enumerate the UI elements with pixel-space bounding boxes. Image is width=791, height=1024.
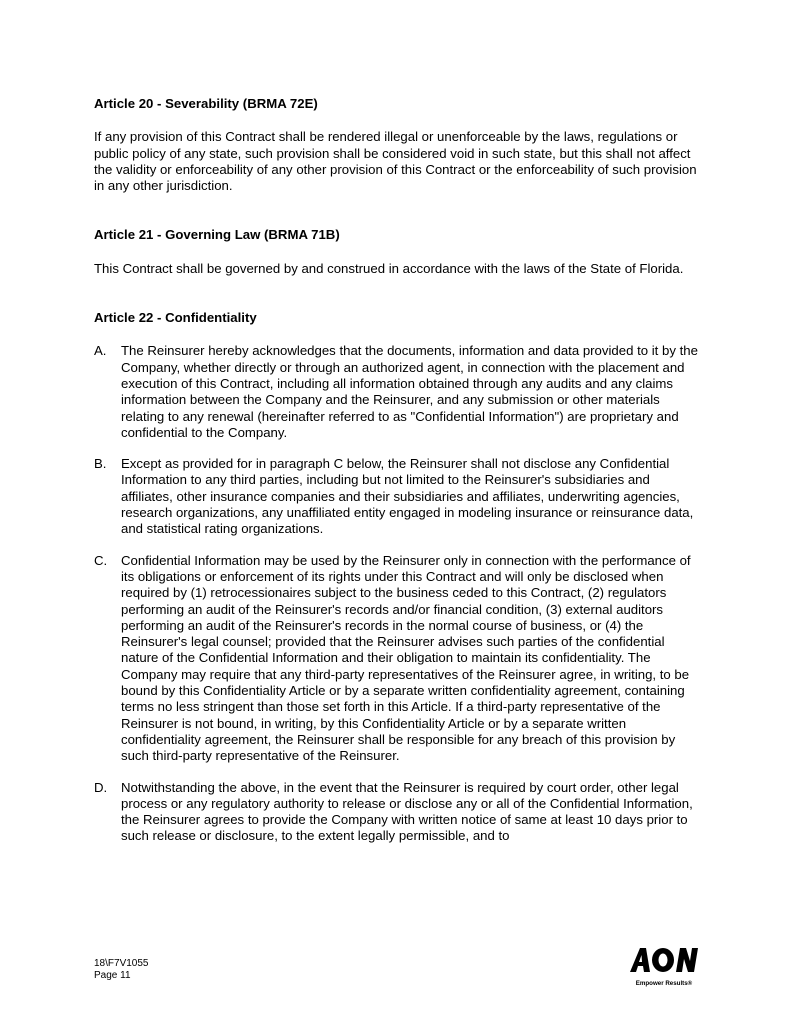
article-20-heading: Article 20 - Severability (BRMA 72E) — [94, 96, 318, 111]
list-item — [94, 780, 702, 845]
list-marker: C. — [94, 552, 108, 568]
aon-tagline: Empower Results® — [635, 980, 693, 987]
list-item — [94, 343, 702, 441]
list-marker: B. — [94, 456, 107, 472]
document-id: 18\F7V1055 — [94, 958, 149, 969]
list-item-text: Except as provided for in paragraph C below, the Reinsurer shall not disclose any Confidential Information to any third parties, including but not limited to the Reinsurer's subsidiaries and affiliates, other insurance companies and their subsidiaries and affiliates, underwriting agencies, research organizations, any unaffiliated entity engaged in modeling insurance or reinsurance data, and statistical rating organizations. — [121, 456, 694, 537]
aon-wordmark — [630, 948, 698, 972]
list-item — [94, 456, 702, 537]
list-item — [94, 553, 702, 765]
list-marker: D. — [94, 779, 108, 795]
page-number: Page 11 — [94, 970, 131, 981]
list-item-text: Confidential Information may be used by the Reinsurer only in connection with the performance of its obligations or enforcement of its rights under this Contract and will only be disclosed when required by (1) retrocessionaires subject to the business ceded to this Contract, (2) regulators performing an audit of the Reinsurer's records and/or financial condition, (3) external auditors performing an audit of the Reinsurer's records in the normal course of business, or (4) the Reinsurer's legal counsel; provided that the Reinsurer advises such parties of the confidential nature of the Confidential Information and their obligation to maintain its confidentiality. The Company may require that any third-party representatives of the Reinsurer agree, in writing, to be bound by this Confidentiality Article or by a separate written confidentiality agreement, containing terms no less stringent than those set forth in this Article. If a third-party representative of the Reinsurer is not bound, in writing, by this Confidentiality Article or by a separate written confidentiality agreement, the Reinsurer shall be responsible for any breach of this provision by such third-party representative of the Reinsurer. — [121, 552, 691, 764]
document-body — [94, 96, 702, 845]
article-21-heading: Article 21 - Governing Law (BRMA 71B) — [94, 227, 340, 243]
list-item-text: Notwithstanding the above, in the event that the Reinsurer is required by court order, other legal process or any regulatory authority to release or disclose any or all of the Confidential Information, the Reinsurer agrees to provide the Company with written notice of same at least 10 days prior to such release or disclosure, to the extent legally permissible, and to — [121, 779, 693, 844]
page-footer — [94, 958, 149, 982]
article-22-heading: Article 22 - Confidentiality — [94, 310, 257, 326]
article-21-body: This Contract shall be governed by and construed in accordance with the laws of the State of Florida. — [94, 260, 684, 276]
aon-logo — [628, 944, 700, 988]
list-item-text: The Reinsurer hereby acknowledges that the documents, information and data provided to it by the Company, whether directly or through an authorized agent, in connection with the placement and execution of this Contract, including all information obtained through any audits and any claims information between the Company and the Reinsurer, and any submission or other materials relating to any renewal (hereinafter referred to as "Confidential Information") are proprietary and confidential to the Company. — [121, 343, 698, 440]
list-marker: A. — [94, 343, 107, 359]
article-20-body: If any provision of this Contract shall be rendered illegal or unenforceable by the laws, regulations or public policy of any state, such provision shall be considered void in such state, but this shall not affect the validity or enforceability of any other provision of this Contract or the enforceability of such provision in any other jurisdiction. — [94, 129, 697, 194]
